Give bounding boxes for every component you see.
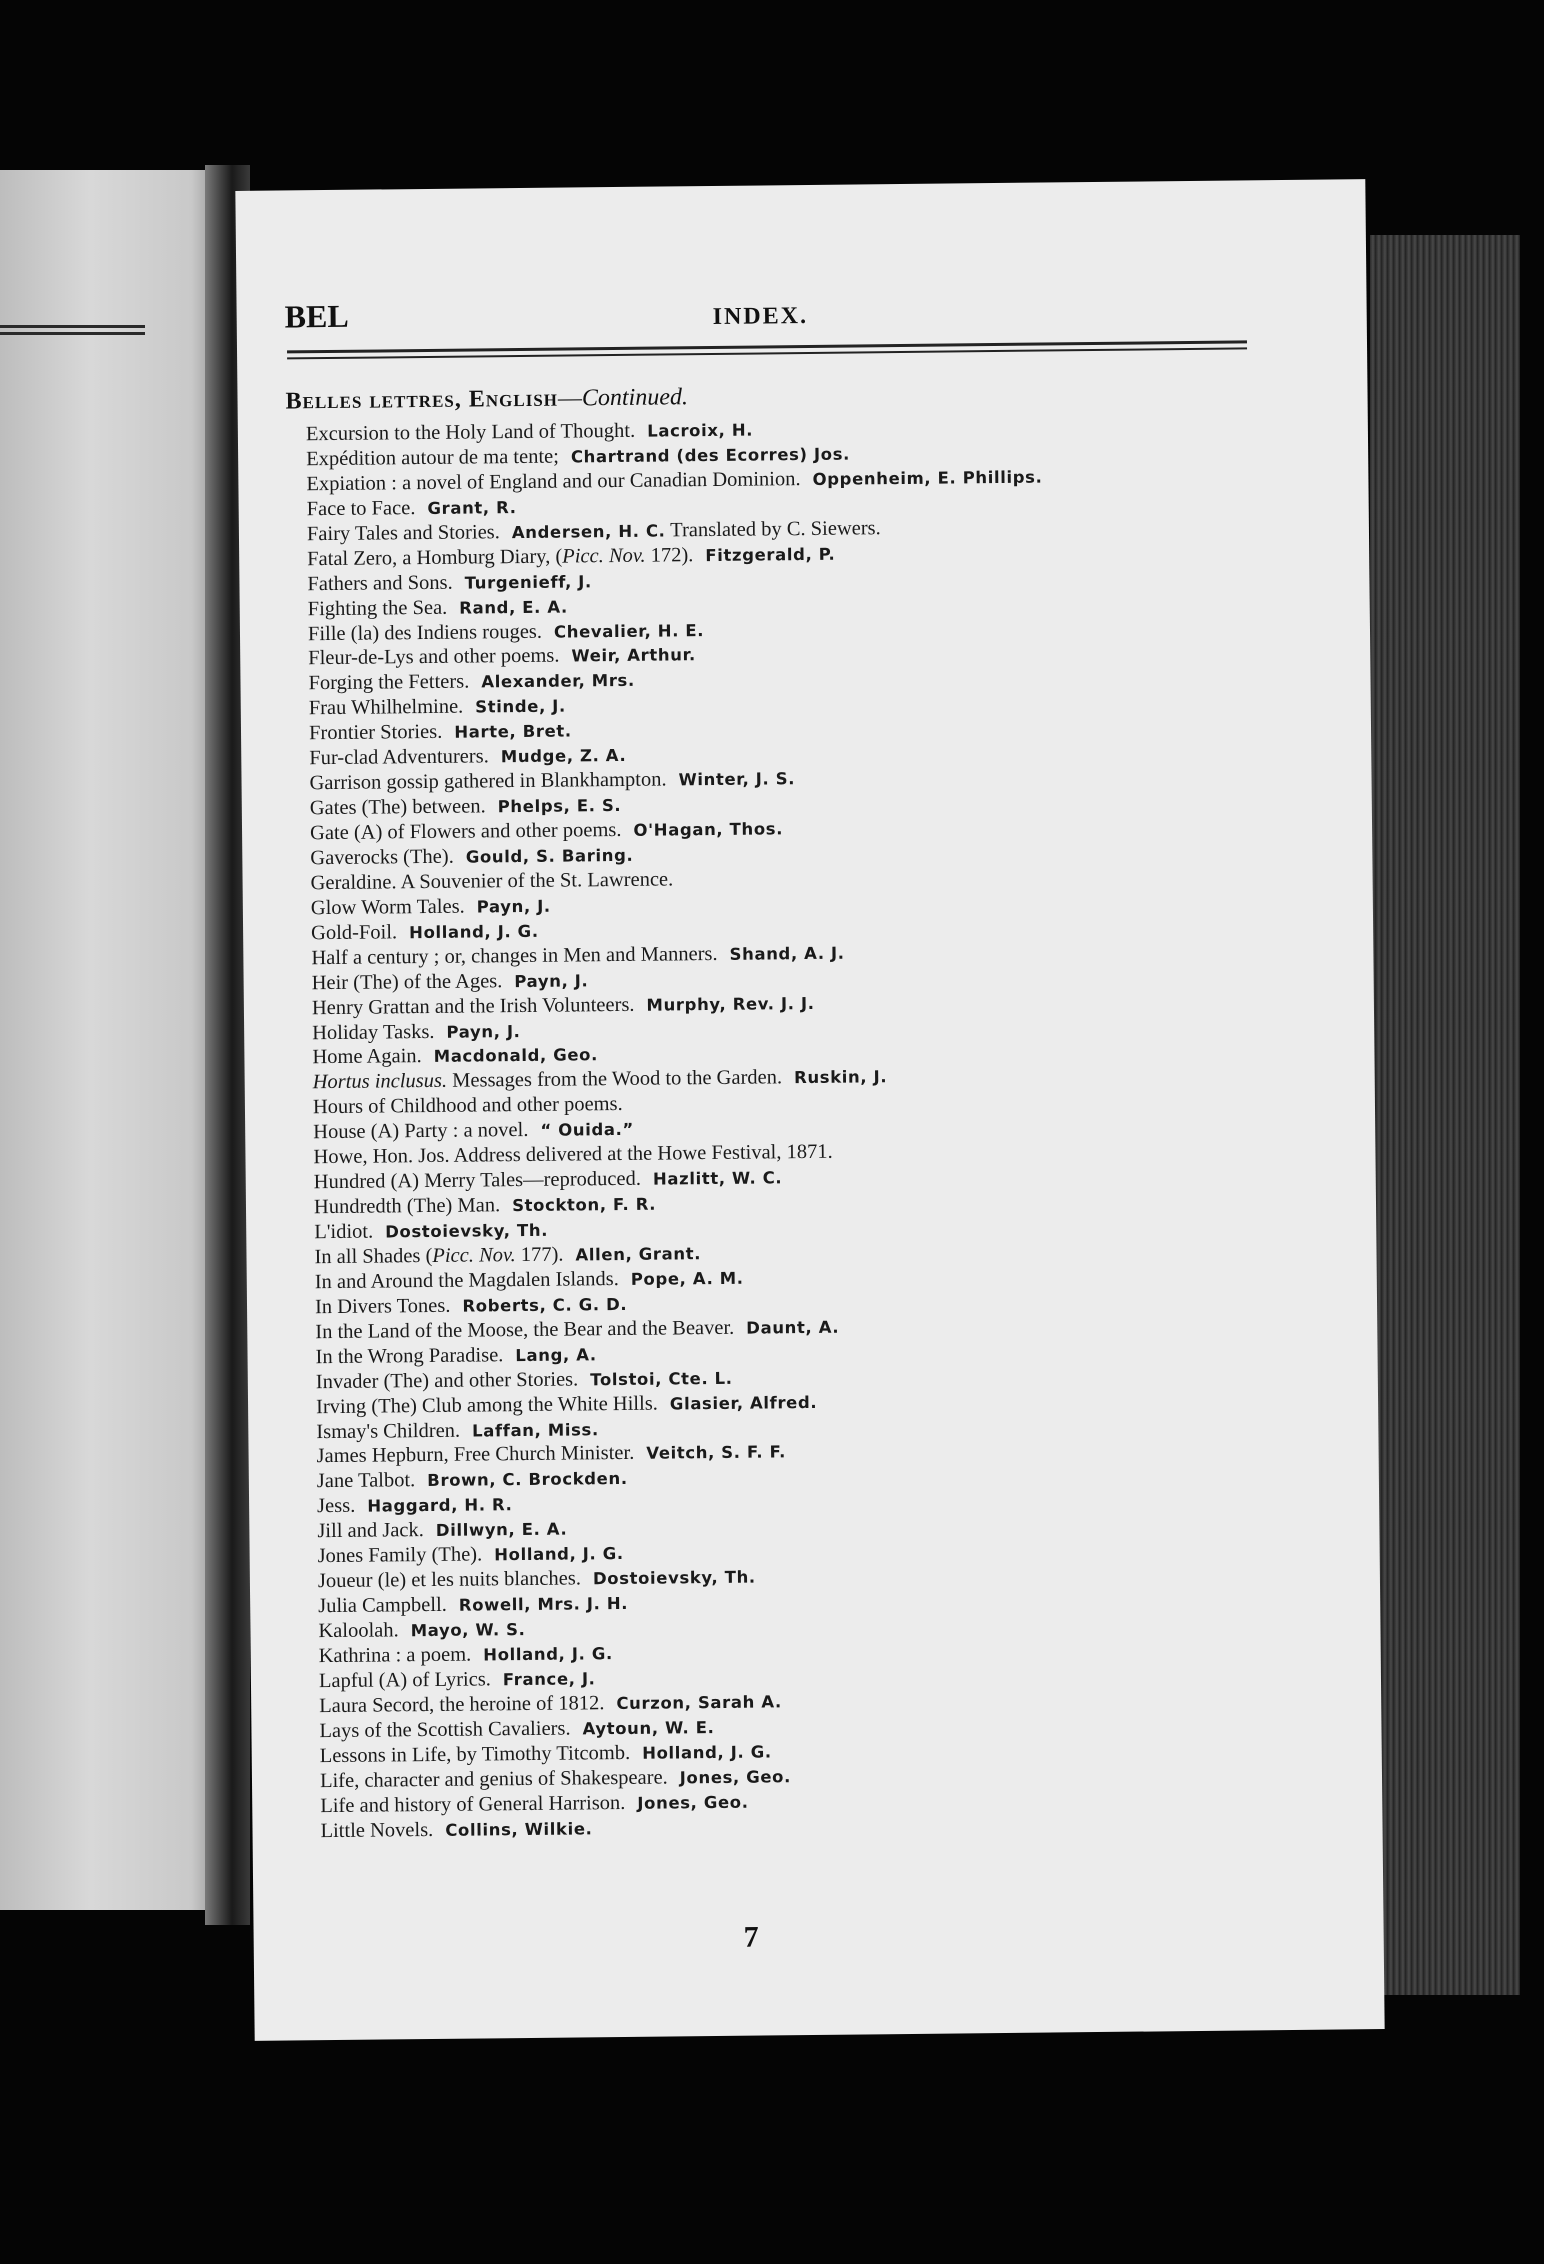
entry-author: Fitzgerald, P. [705, 544, 836, 565]
entry-title: Lessons in Life, by Timothy Titcomb. [319, 1741, 631, 1767]
entry-author: Daunt, A. [746, 1317, 840, 1338]
entry-title: Expiation : a novel of England and our Canadian Dominion. [306, 467, 801, 496]
entry-author: Jones, Geo. [679, 1766, 792, 1788]
entry-author: Mudge, Z. A. [500, 746, 627, 767]
entry-author: Alexander, Mrs. [481, 671, 635, 692]
entry-title: Frau Whilhelmine. [308, 695, 464, 720]
entry-author: Andersen, H. C. [511, 521, 666, 542]
entry-title: In Divers Tones. [314, 1294, 451, 1319]
entry-author: Holland, J. G. [494, 1544, 624, 1565]
entry-author: Payn, J. [514, 970, 589, 991]
entry-author: Haggard, H. R. [367, 1495, 513, 1516]
entry-author: Chevalier, H. E. [553, 620, 705, 642]
entry-author: Shand, A. J. [729, 943, 845, 964]
entry-author: Veitch, S. F. F. [646, 1442, 787, 1464]
entry-title: Frontier Stories. [308, 721, 443, 745]
entry-author: Phelps, E. S. [497, 796, 622, 817]
entry-author: Allen, Grant. [575, 1244, 702, 1265]
entry-author: Harte, Bret. [454, 721, 572, 742]
entry-title: Fathers and Sons. [307, 571, 453, 595]
entry-title: Fairy Tales and Stories. [306, 520, 500, 545]
entry-title: Jill and Jack. [317, 1519, 424, 1543]
entry-author: Chartrand (des Ecorres) Jos. [570, 444, 851, 467]
entry-author: Hazlitt, W. C. [652, 1168, 783, 1189]
page-edges [1370, 235, 1520, 1995]
left-page-rule [0, 332, 145, 335]
entry-author: Dostoievsky, Th. [385, 1220, 549, 1242]
entry-title: Henry Grattan and the Irish Volunteers. [311, 993, 635, 1019]
entry-author: Payn, J. [446, 1021, 521, 1042]
entry-title-cont: Messages from the Wood to the Garden. [446, 1066, 783, 1093]
entry-author: “ Ouida.” [540, 1120, 634, 1141]
running-head-center: INDEX. [712, 302, 809, 330]
entry-author: Glasier, Alfred. [669, 1392, 818, 1414]
entry-title: Jess. [317, 1495, 356, 1518]
entry-title: Ismay's Children. [316, 1419, 461, 1443]
entry-title: Fur-clad Adventurers. [309, 745, 489, 770]
entry-title: Geraldine. A Souvenier of the St. Lawrence. [310, 868, 674, 895]
entry-author: Winter, J. S. [678, 769, 796, 790]
entry-author: Laffan, Miss. [472, 1419, 599, 1441]
entry-author: Turgenieff, J. [464, 571, 592, 593]
entry-title: Half a century ; or, changes in Men and Manners. [311, 942, 718, 969]
entry-author: Holland, J. G. [483, 1644, 613, 1665]
entry-author: Payn, J. [476, 896, 551, 917]
entry-author: Tolstoi, Cte. L. [590, 1368, 733, 1389]
entry-author: Dillwyn, E. A. [435, 1519, 568, 1541]
entry-list [306, 412, 1321, 1844]
entry-author: O'Hagan, Thos. [633, 819, 784, 840]
entry-title: Jones Family (The). [317, 1543, 483, 1568]
running-head-left: BEL [284, 297, 349, 335]
entry-author: Murphy, Rev. J. J. [646, 993, 815, 1015]
entry-title: Little Novels. [320, 1818, 434, 1842]
entry-author: Holland, J. G. [409, 921, 539, 942]
entry-title: Gold-Foil. [311, 921, 398, 944]
entry-title: Kaloolah. [318, 1619, 399, 1643]
entry-title-cont: 177). [515, 1243, 564, 1267]
entry-author: Lang, A. [515, 1344, 597, 1365]
entry-title: Hundredth (The) Man. [313, 1194, 501, 1219]
entry-title: Expédition autour de ma tente; [306, 445, 560, 471]
entry-author: Ruskin, J. [793, 1067, 888, 1088]
entry-note: Translated by C. Siewers. [670, 516, 881, 542]
index-page [235, 179, 1384, 2041]
entry-title: Gate (A) of Flowers and other poems. [309, 818, 622, 845]
entry-title: Holiday Tasks. [312, 1020, 435, 1044]
entry-title: L'idiot. [314, 1220, 374, 1244]
entry-author: Dostoievsky, Th. [592, 1567, 756, 1589]
entry-author: Curzon, Sarah A. [616, 1692, 782, 1713]
entry-title: Lays of the Scottish Cavaliers. [319, 1717, 571, 1742]
entry-title: Forging the Fetters. [308, 670, 470, 695]
entry-title: In and Around the Magdalen Islands. [314, 1267, 619, 1294]
left-page [0, 170, 225, 1910]
entry-title: Julia Campbell. [318, 1593, 447, 1618]
entry-title-italic: Picc. Nov. [432, 1244, 516, 1267]
entry-author: Roberts, C. G. D. [462, 1294, 628, 1316]
entry-title: Glow Worm Tales. [310, 895, 465, 920]
entry-author: Stinde, J. [475, 696, 566, 717]
entry-author: Jones, Geo. [637, 1792, 749, 1813]
entry-title: Gaverocks (The). [310, 845, 454, 870]
entry-title: Fatal Zero, a Homburg Diary, ( [307, 545, 563, 570]
entry-author: Gould, S. Baring. [465, 845, 634, 867]
entry-author: Holland, J. G. [642, 1742, 772, 1763]
entry-author: Rand, E. A. [459, 597, 568, 618]
entry-title: In all Shades ( [314, 1244, 433, 1269]
entry-title-italic: Picc. Nov. [562, 544, 646, 568]
entry-title: Invader (The) and other Stories. [315, 1368, 579, 1393]
entry-title: Irving (The) Club among the White Hills. [315, 1392, 658, 1418]
entry-author: Stockton, F. R. [512, 1194, 657, 1216]
entry-author: Weir, Arthur. [571, 645, 696, 666]
entry-title-italic: Hortus inclusus. [312, 1070, 448, 1094]
entry-title: Gates (The) between. [309, 795, 486, 820]
page-number: 7 [743, 1920, 759, 1954]
entry-author: Collins, Wilkie. [445, 1818, 593, 1840]
entry-author: Lacroix, H. [647, 420, 754, 441]
entry-author: Mayo, W. S. [410, 1620, 526, 1641]
entry-title: Hundred (A) Merry Tales—reproduced. [313, 1167, 642, 1194]
entry-title: Lapful (A) of Lyrics. [318, 1668, 491, 1693]
entry-title: Howe, Hon. Jos. Address delivered at the Howe Festival, 1871. [313, 1140, 833, 1169]
entry-title: Life, character and genius of Shakespeare. [319, 1766, 668, 1792]
entry-title: Excursion to the Holy Land of Thought. [305, 419, 636, 446]
section-dash: — [557, 385, 583, 412]
entry-title: Fille (la) des Indiens rouges. [307, 620, 543, 645]
section-title: Belles lettres, English [285, 385, 559, 415]
entry-title: House (A) Party : a novel. [313, 1119, 529, 1144]
entry-author: Rowell, Mrs. J. H. [458, 1593, 629, 1615]
entry-title: In the Land of the Moose, the Bear and the Beaver. [315, 1316, 735, 1343]
section-continued: Continued. [581, 384, 689, 412]
entry-author: Aytoun, W. E. [582, 1717, 715, 1739]
entry-title: Heir (The) of the Ages. [311, 969, 503, 994]
section-heading [285, 384, 688, 415]
entry-title: Life and history of General Harrison. [320, 1791, 626, 1817]
entry-title: Home Again. [312, 1045, 422, 1069]
entry-author: Grant, R. [427, 497, 517, 518]
entry-title: Hours of Childhood and other poems. [312, 1093, 623, 1119]
entry-title: James Hepburn, Free Church Minister. [316, 1442, 635, 1468]
entry-title: Joueur (le) et les nuits blanches. [317, 1567, 582, 1593]
entry-author: Pope, A. M. [630, 1268, 744, 1289]
entry-title: Laura Secord, the heroine of 1812. [319, 1691, 605, 1717]
entry-title: Fighting the Sea. [307, 596, 448, 620]
entry-title: Garrison gossip gathered in Blankhampton. [309, 768, 667, 795]
entry-title-cont: 172). [645, 543, 694, 567]
entry-title: Fleur-de-Lys and other poems. [308, 645, 560, 670]
entry-title: In the Wrong Paradise. [315, 1343, 504, 1368]
entry-author: France, J. [502, 1669, 596, 1690]
entry-author: Brown, C. Brockden. [427, 1469, 628, 1491]
entry-title: Kathrina : a poem. [318, 1643, 472, 1668]
left-page-rule [0, 325, 145, 328]
entry-title: Face to Face. [306, 496, 416, 521]
entry-title: Jane Talbot. [316, 1469, 416, 1493]
entry-author: Macdonald, Geo. [433, 1045, 599, 1067]
entry-author: Oppenheim, E. Phillips. [812, 467, 1043, 489]
